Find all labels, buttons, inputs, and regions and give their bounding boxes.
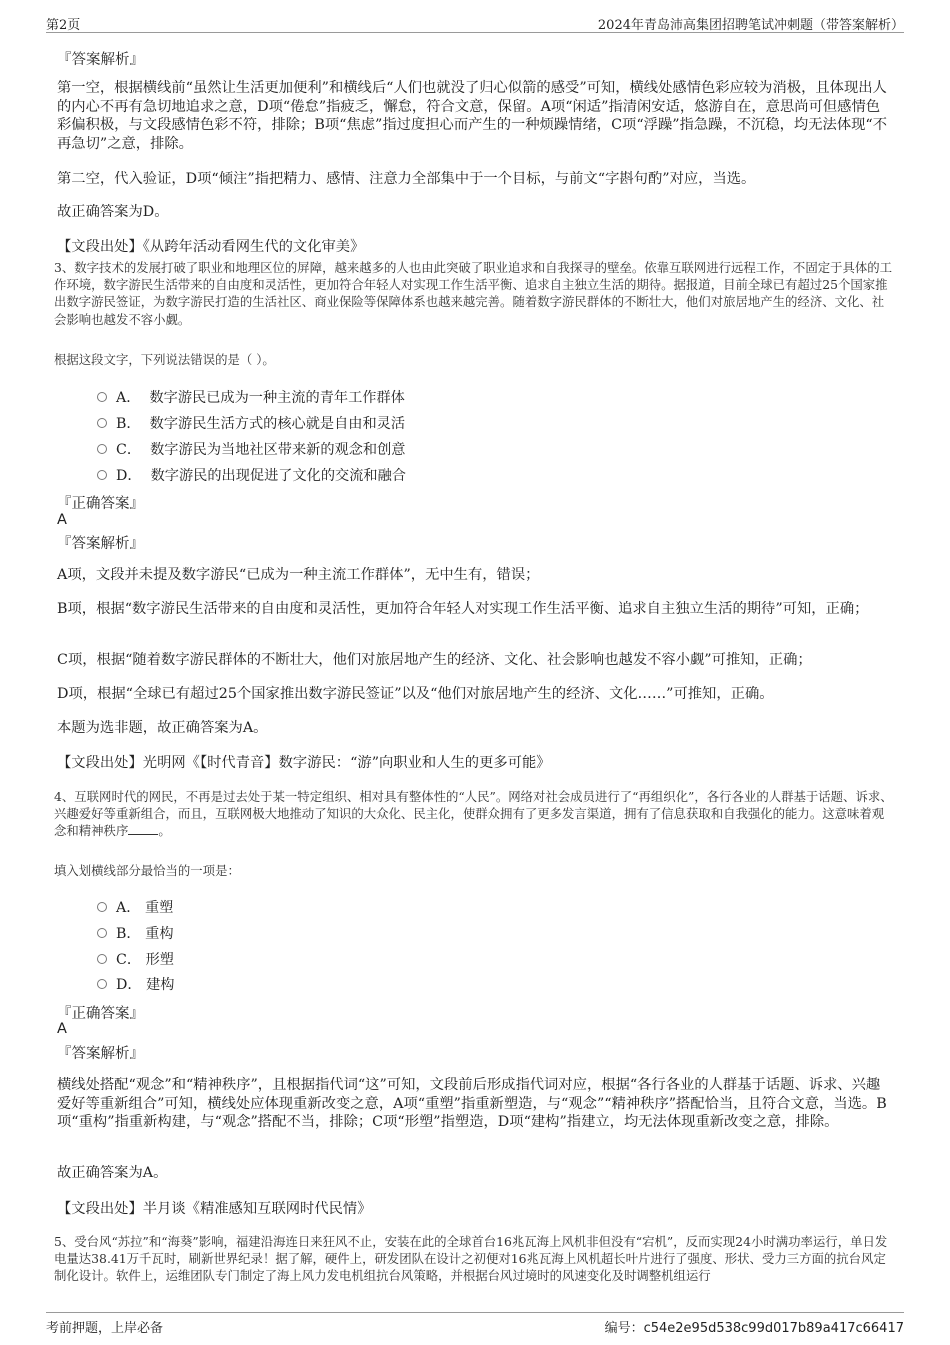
q3-conclusion: 本题为选非题，故正确答案为A。 [57,720,268,736]
q5-question-text: 5、受台风“苏拉”和“海葵”影响，福建沿海连日来狂风不止，安装在此的全球首台16兆瓦海上风机非但没有“宕机”，反而实现24小时满功率运行，单日发电量达38.41万千瓦时，刷新世界纪录！据了解，硬件上，研发团队在设计之初便对16兆瓦海上风机超长叶片进行了强度、形状、受力三方面的抗台风定制化设计。软件上，运维团队专门制定了海上风力发电机组抗台风策略，并根据台风过境时的风速变化及时调整机组运行 [54,1234,888,1284]
radio-icon[interactable] [97,470,107,480]
q2-source: 【文段出处】《从跨年活动看网生代的文化审美》 [57,239,365,255]
option-key: A． [116,390,141,406]
analysis-label: 『答案解析』 [57,536,144,552]
fill-in-blank [128,824,158,835]
q3-option-d[interactable] [97,465,406,485]
q3-analysis-c: C项，根据“随着数字游民群体的不断壮大，他们对旅居地产生的经济、文化、社会影响也越发不容小觑”可推知，正确； [57,652,812,668]
radio-icon[interactable] [97,979,107,989]
analysis-label: 『答案解析』 [57,1046,144,1062]
correct-answer-label: 『正确答案』 [57,1006,144,1022]
option-text: 数字游民已成为一种主流的青年工作群体 [149,390,405,406]
q3-correct-answer: A [57,512,67,528]
radio-icon[interactable] [97,902,107,912]
option-key: D． [116,977,142,993]
footer-slogan: 考前押题，上岸必备 [46,1321,164,1336]
q4-conclusion: 故正确答案为A。 [57,1165,168,1181]
q4-question-pre: 4、互联网时代的网民，不再是过去处于某一特定组织、相对具有整体性的“人民”。网络对社会成员进行了“再组织化”，各行各业的人群基于话题、诉求、兴趣爱好等重新组合，而且，互联网极大地推动了知识的大众化、民主化，使群众拥有了更多发言渠道，拥有了信息获取和自我强化的能力。这意味着观念和精神秩序 [54,789,893,839]
option-text: 数字游民为当地社区带来新的观念和创意 [150,442,406,458]
option-text: 形塑 [145,952,174,968]
q4-question-post: 。 [158,823,171,839]
q4-option-d[interactable] [97,974,174,994]
radio-icon[interactable] [97,392,107,402]
option-text: 建构 [146,977,175,993]
q4-option-a[interactable] [97,897,173,917]
option-key: C． [116,952,142,968]
option-text: 重塑 [144,900,174,916]
analysis-label: 『答案解析』 [57,52,144,68]
option-key: A． [116,900,141,916]
q2-analysis-paragraph-2: 第二空，代入验证，D项“倾注”指把精力、感情、注意力全部集中于一个目标，与前文“字斟句酌”对应，当选。 [57,171,756,187]
option-text: 数字游民生活方式的核心就是自由和灵活 [149,416,406,432]
code-value: c54e2e95d538c99d017b89a417c66417 [643,1321,904,1336]
q4-option-b[interactable] [97,923,174,943]
q3-question-text: 3、数字技术的发展打破了职业和地理区位的屏障，越来越多的人也由此突破了职业追求和自我探寻的壁垒。依靠互联网进行远程工作，不固定于具体的工作环境，数字游民生活带来的自由度和灵活性，更加符合年轻人对实现工作生活平衡、追求自主独立生活的期待。据报道，目前全球已有超过25个国家推出数字游民签证，为数字游民打造的生活社区、商业保险等保障体系也越来越完善。随着数字游民群体的不断壮大，他们对旅居地产生的经济、文化、社会影响也越发不容小觑。 [54,260,893,327]
radio-icon[interactable] [97,928,107,938]
q3-analysis-b: B项，根据“数字游民生活带来的自由度和灵活性，更加符合年轻人对实现工作生活平衡、追求自主独立生活的期待”可知，正确； [57,601,869,617]
document-title: 2024年青岛沛高集团招聘笔试冲刺题（带答案解析） [597,18,904,33]
code-label: 编号： [604,1321,644,1336]
page-number: 第2页 [46,18,81,33]
option-key: B． [116,926,141,942]
q4-analysis: 横线处搭配“观念”和“精神秩序”，且根据指代词“这”可知，文段前后形成指代词对应，根据“各行各业的人群基于话题、诉求、兴趣爱好等重新组合”可知，横线处应体现重新改变之意，A项“重塑”指重新塑造，与“观念”“精神秩序”搭配恰当，且符合文意，当选。B项“重构”指重新构建，与“观念”搭配不当，排除；C项“形塑”指塑造，D项“建构”指建立，均无法体现重新改变之意，排除。 [57,1077,887,1130]
option-key: B． [116,416,141,432]
q3-option-c[interactable] [97,439,405,459]
radio-icon[interactable] [97,444,107,454]
option-key: D． [116,468,142,484]
page-header [46,12,904,33]
q3-option-b[interactable] [97,413,405,433]
q3-source: 【文段出处】光明网《【时代青音】数字游民：“游”向职业和人生的更多可能》 [57,755,551,771]
q3-prompt: 根据这段文字，下列说法错误的是（ ）。 [54,352,275,367]
q4-prompt: 填入划横线部分最恰当的一项是： [54,863,240,878]
q4-option-c[interactable] [97,949,174,969]
q3-option-a[interactable] [97,387,405,407]
option-text: 重构 [145,926,174,942]
document-code [605,1317,904,1336]
page-footer [46,1312,904,1337]
correct-answer-label: 『正确答案』 [57,496,144,512]
q4-question-text [54,788,894,840]
q2-analysis-paragraph-1: 第一空，根据横线前“虽然让生活更加便利”和横线后“人们也就没了归心似箭的感受”可知，横线处感情色彩应较为消极，且体现出人的内心不再有急切地追求之意，D项“倦怠”指疲乏，懈怠，符合文意，保留。A项“闲适”指清闲安适，悠游自在，意思尚可但感情色彩偏积极，与文段感情色彩不符，排除；B项“焦虑”指过度担心而产生的一种烦躁情绪，C项“浮躁”指急躁，不沉稳，均无法体现“不再急切”之意，排除。 [57,80,888,152]
q4-source: 【文段出处】半月谈《精准感知互联网时代民情》 [57,1201,372,1217]
radio-icon[interactable] [97,418,107,428]
q3-analysis-d: D项，根据“全球已有超过25个国家推出数字游民签证”以及“他们对旅居地产生的经济、文化……”可推知，正确。 [57,686,774,702]
q2-conclusion: 故正确答案为D。 [57,204,169,220]
radio-icon[interactable] [97,954,107,964]
q3-analysis-a: A项，文段并未提及数字游民“已成为一种主流工作群体”，无中生有，错误； [57,567,540,583]
option-key: C． [116,442,142,458]
q4-correct-answer: A [57,1021,67,1037]
option-text: 数字游民的出现促进了文化的交流和融合 [150,468,406,484]
